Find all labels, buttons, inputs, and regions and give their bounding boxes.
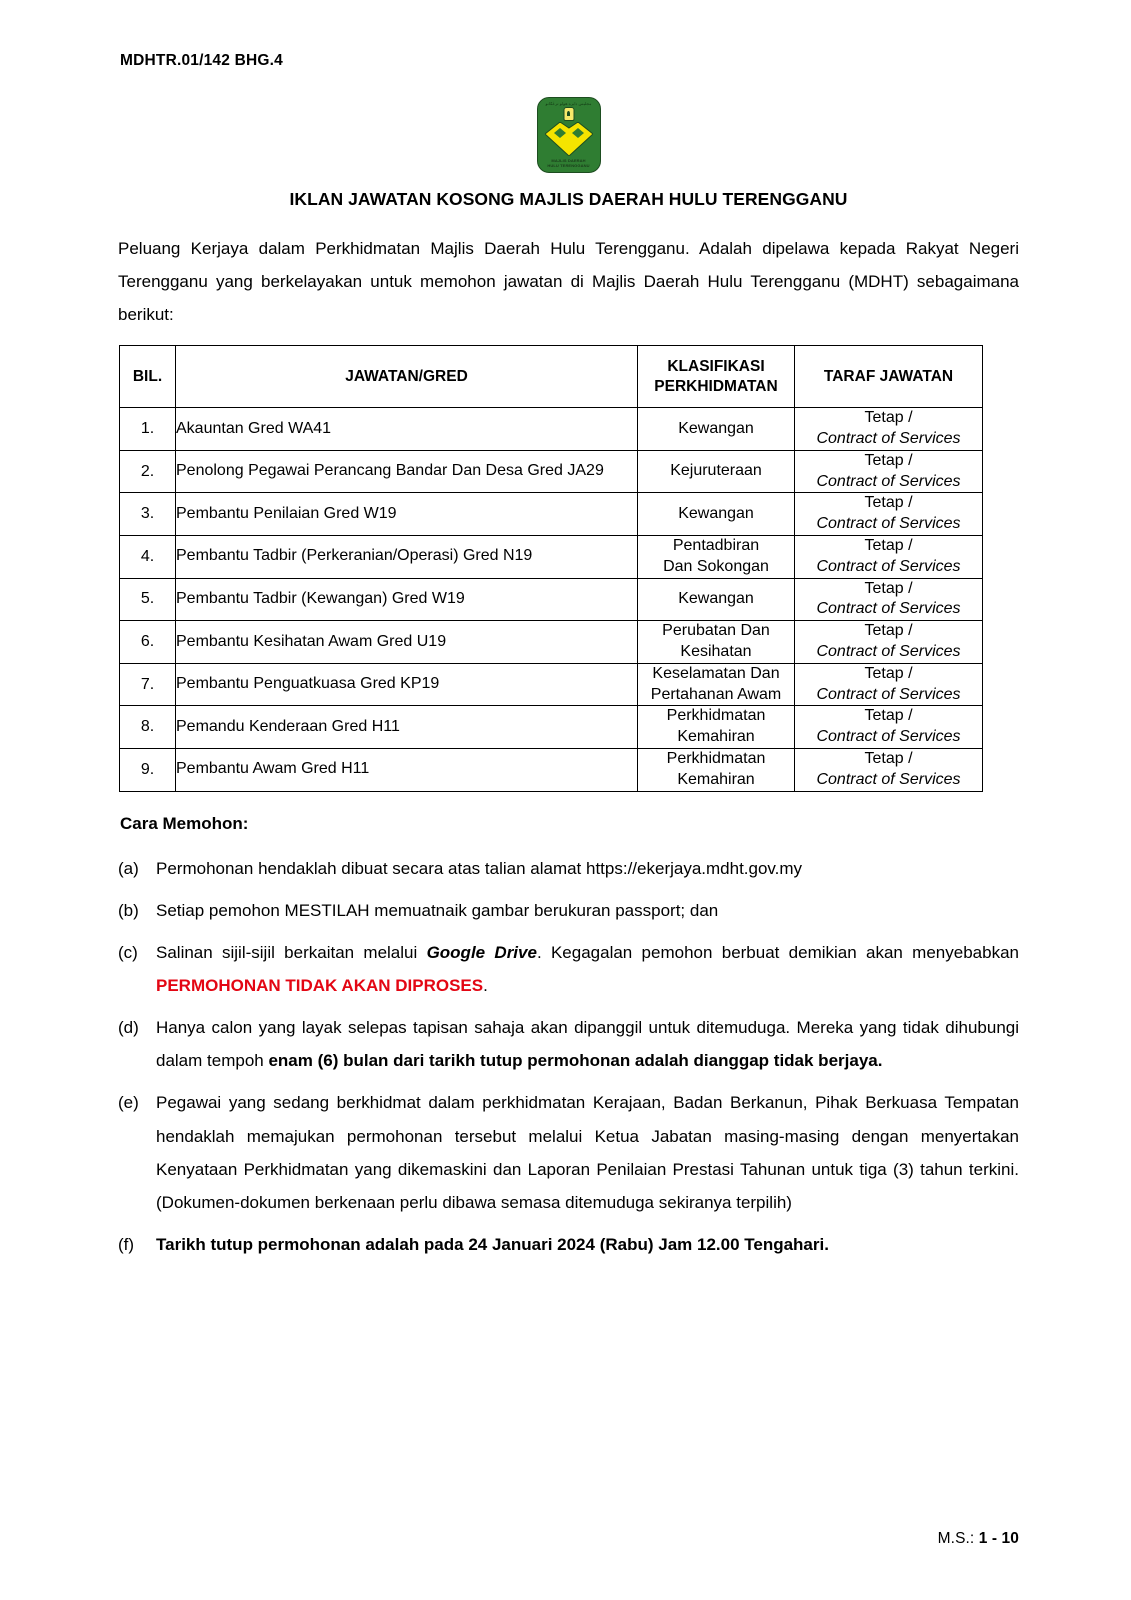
item-text-c-part2: . Kegagalan pemohon berbuat demikian akan menyebabkan (536, 942, 1019, 962)
cell-jawatan-gred: Pembantu Penilaian Gred W19 (176, 493, 638, 536)
cell-klasifikasi (638, 748, 795, 791)
cell-taraf-line1: Tetap / (864, 622, 913, 640)
cell-klasifikasi-line2: Kesihatan (680, 642, 752, 660)
cell-taraf-line2: Contract of Services (816, 642, 961, 660)
cell-jawatan-gred: Penolong Pegawai Perancang Bandar Dan Desa Gred JA29 (176, 450, 638, 493)
logo-label-line2: HULU TERENGGANU (547, 163, 590, 169)
cell-klasifikasi-line2: Kemahiran (677, 728, 755, 746)
logo-chevron-icon (545, 122, 593, 156)
header-taraf-jawatan: TARAF JAWATAN (795, 346, 983, 408)
table-header (120, 346, 983, 408)
cell-klasifikasi (638, 536, 795, 579)
cell-taraf-line1: Tetap / (864, 494, 913, 512)
cell-taraf-line1: Tetap / (864, 451, 913, 469)
header-bil: BIL. (120, 346, 176, 408)
cell-jawatan-gred: Pemandu Kenderaan Gred H11 (176, 706, 638, 749)
cell-taraf-line1: Tetap / (864, 409, 913, 427)
cell-klasifikasi (638, 450, 795, 493)
cell-bil: 6. (120, 621, 176, 664)
cell-klasifikasi (638, 408, 795, 451)
cell-klasifikasi-line1: Kewangan (678, 589, 754, 607)
cell-taraf-line2: Contract of Services (816, 685, 961, 703)
cell-taraf-line2: Contract of Services (816, 728, 961, 746)
footer-label: M.S.: (937, 1530, 979, 1547)
cell-klasifikasi-line1: Perkhidmatan (666, 749, 766, 767)
cell-taraf-line2: Contract of Services (816, 472, 961, 490)
table-row (120, 748, 983, 791)
logo-label-line1: MAJLIS DAERAH (551, 158, 586, 164)
item-text-f: Tarikh tutup permohonan adalah pada 24 Januari 2024 (Rabu) Jam 12.00 Tengahari. (156, 1234, 829, 1254)
item-text-c-warning: PERMOHONAN TIDAK AKAN DIPROSES (156, 975, 484, 995)
list-item-f (118, 1228, 1019, 1261)
table-row (120, 536, 983, 579)
intro-paragraph: Peluang Kerjaya dalam Perkhidmatan Majlis Daerah Hulu Terengganu. Adalah dipelawa kepada Rakyat Negeri Terengganu yang berkelayakan untuk memohon jawatan di Majlis Daerah Hulu Terengganu (MDHT) sebagaimana berikut: (118, 239, 1019, 325)
footer-page-number: 1 - 10 (978, 1530, 1019, 1547)
cell-klasifikasi-line1: Perkhidmatan (666, 707, 766, 725)
cell-taraf-jawatan (795, 493, 983, 536)
item-marker-f: (f) (118, 1234, 135, 1254)
table-row (120, 706, 983, 749)
table-row (120, 408, 983, 451)
cell-taraf-jawatan (795, 706, 983, 749)
document-reference: MDHTR.01/142 BHG.4 (120, 52, 283, 69)
cell-klasifikasi-line1: Kewangan (678, 504, 754, 522)
cell-klasifikasi (638, 578, 795, 621)
cell-bil: 9. (120, 748, 176, 791)
cell-taraf-jawatan (795, 578, 983, 621)
table-body (120, 408, 983, 791)
cell-jawatan-gred: Pembantu Penguatkuasa Gred KP19 (176, 663, 638, 706)
cell-jawatan-gred: Pembantu Awam Gred H11 (176, 748, 638, 791)
cell-taraf-line1: Tetap / (864, 579, 913, 597)
item-text-c-part1: Salinan sijil-sijil berkaitan melalui (156, 942, 427, 962)
cell-klasifikasi (638, 663, 795, 706)
page-footer (938, 1530, 1019, 1548)
item-marker-e: (e) (118, 1093, 139, 1113)
item-marker-b: (b) (118, 900, 139, 920)
cell-bil: 5. (120, 578, 176, 621)
item-text-b: Setiap pemohon MESTILAH memuatnaik gambar berukuran passport; dan (156, 900, 719, 920)
logo-crest-icon (563, 107, 574, 121)
cell-bil: 1. (120, 408, 176, 451)
list-item-b (118, 894, 1019, 927)
cell-bil: 8. (120, 706, 176, 749)
cell-bil: 4. (120, 536, 176, 579)
item-text-c-emphasis: Google Drive (426, 942, 537, 962)
cell-klasifikasi-line2: Dan Sokongan (663, 557, 769, 575)
cell-jawatan-gred: Pembantu Tadbir (Kewangan) Gred W19 (176, 578, 638, 621)
how-to-apply-list (118, 852, 1019, 1262)
cell-klasifikasi-line2: Kemahiran (677, 770, 755, 788)
cell-jawatan-gred: Pembantu Kesihatan Awam Gred U19 (176, 621, 638, 664)
header-jawatan-gred: JAWATAN/GRED (176, 346, 638, 408)
table-row (120, 621, 983, 664)
header-klasifikasi-line2: PERKHIDMATAN (654, 377, 778, 395)
item-text-d-bold: enam (6) bulan dari tarikh tutup permohonan adalah dianggap tidak berjaya. (268, 1051, 883, 1071)
cell-taraf-line2: Contract of Services (816, 600, 961, 618)
logo-jawi-text: مجليس دايره هولو ترڠݢانو (545, 101, 592, 107)
cell-jawatan-gred: Pembantu Tadbir (Perkeranian/Operasi) Gred N19 (176, 536, 638, 579)
item-marker-d: (d) (118, 1018, 139, 1038)
item-marker-c: (c) (118, 942, 138, 962)
cell-taraf-jawatan (795, 663, 983, 706)
item-text-d-part1: Hanya calon yang layak selepas tapisan sahaja akan dipanggil untuk ditemuduga. Mereka yang tidak dihubungi dalam tempoh (156, 1018, 1019, 1071)
list-item-c (118, 936, 1019, 1002)
cell-bil: 2. (120, 450, 176, 493)
cell-jawatan-gred: Akauntan Gred WA41 (176, 408, 638, 451)
vacancy-table (119, 345, 983, 791)
mdht-logo-icon (537, 97, 601, 173)
cell-klasifikasi (638, 621, 795, 664)
cell-klasifikasi-line1: Kejuruteraan (670, 462, 762, 480)
how-to-apply-heading: Cara Memohon: (120, 813, 249, 833)
header-klasifikasi-line1: KLASIFIKASI (667, 358, 765, 376)
cell-klasifikasi-line2: Pertahanan Awam (650, 685, 782, 703)
cell-taraf-line2: Contract of Services (816, 557, 961, 575)
table-header-row (120, 346, 983, 408)
item-text-c-part3: . (483, 975, 488, 995)
item-marker-a: (a) (118, 858, 139, 878)
cell-taraf-line1: Tetap / (864, 707, 913, 725)
logo-label (538, 158, 600, 168)
item-text-a: Permohonan hendaklah dibuat secara atas talian alamat https://ekerjaya.mdht.gov.my (156, 858, 803, 878)
cell-klasifikasi-line1: Perubatan Dan (662, 622, 770, 640)
cell-klasifikasi-line1: Pentadbiran (672, 537, 760, 554)
cell-klasifikasi (638, 706, 795, 749)
cell-taraf-line2: Contract of Services (816, 430, 961, 448)
list-item-d (118, 1011, 1019, 1077)
cell-taraf-line2: Contract of Services (816, 515, 961, 533)
cell-taraf-jawatan (795, 408, 983, 451)
header-klasifikasi-perkhidmatan (638, 346, 795, 408)
cell-taraf-line1: Tetap / (864, 749, 913, 767)
page-title: IKLAN JAWATAN KOSONG MAJLIS DAERAH HULU TERENGGANU (289, 189, 848, 210)
cell-klasifikasi-line1: Kewangan (678, 419, 754, 437)
logo-container (118, 97, 1019, 173)
cell-taraf-jawatan (795, 450, 983, 493)
cell-taraf-line2: Contract of Services (816, 770, 961, 788)
table-row (120, 450, 983, 493)
cell-taraf-jawatan (795, 536, 983, 579)
table-row (120, 663, 983, 706)
table-row (120, 578, 983, 621)
cell-taraf-jawatan (795, 748, 983, 791)
cell-taraf-line1: Tetap / (864, 537, 913, 554)
cell-klasifikasi (638, 493, 795, 536)
list-item-a (118, 852, 1019, 885)
cell-taraf-jawatan (795, 621, 983, 664)
list-item-e (118, 1086, 1019, 1219)
cell-klasifikasi-line1: Keselamatan Dan (652, 664, 780, 682)
cell-bil: 7. (120, 663, 176, 706)
cell-taraf-line1: Tetap / (864, 664, 913, 682)
cell-bil: 3. (120, 493, 176, 536)
item-text-e: Pegawai yang sedang berkhidmat dalam perkhidmatan Kerajaan, Badan Berkanun, Pihak Berkuasa Tempatan hendaklah memajukan permohonan tersebut melalui Ketua Jabatan masing-masing dengan menyertakan Kenyataan Perkhidmatan yang dikemaskini dan Laporan Penilaian Prestasi Tahunan untuk tiga (3) tahun terkini. (Dokumen-dokumen berkenaan perlu dibawa semasa ditemuduga sekiranya terpilih) (156, 1093, 1019, 1212)
table-row (120, 493, 983, 536)
